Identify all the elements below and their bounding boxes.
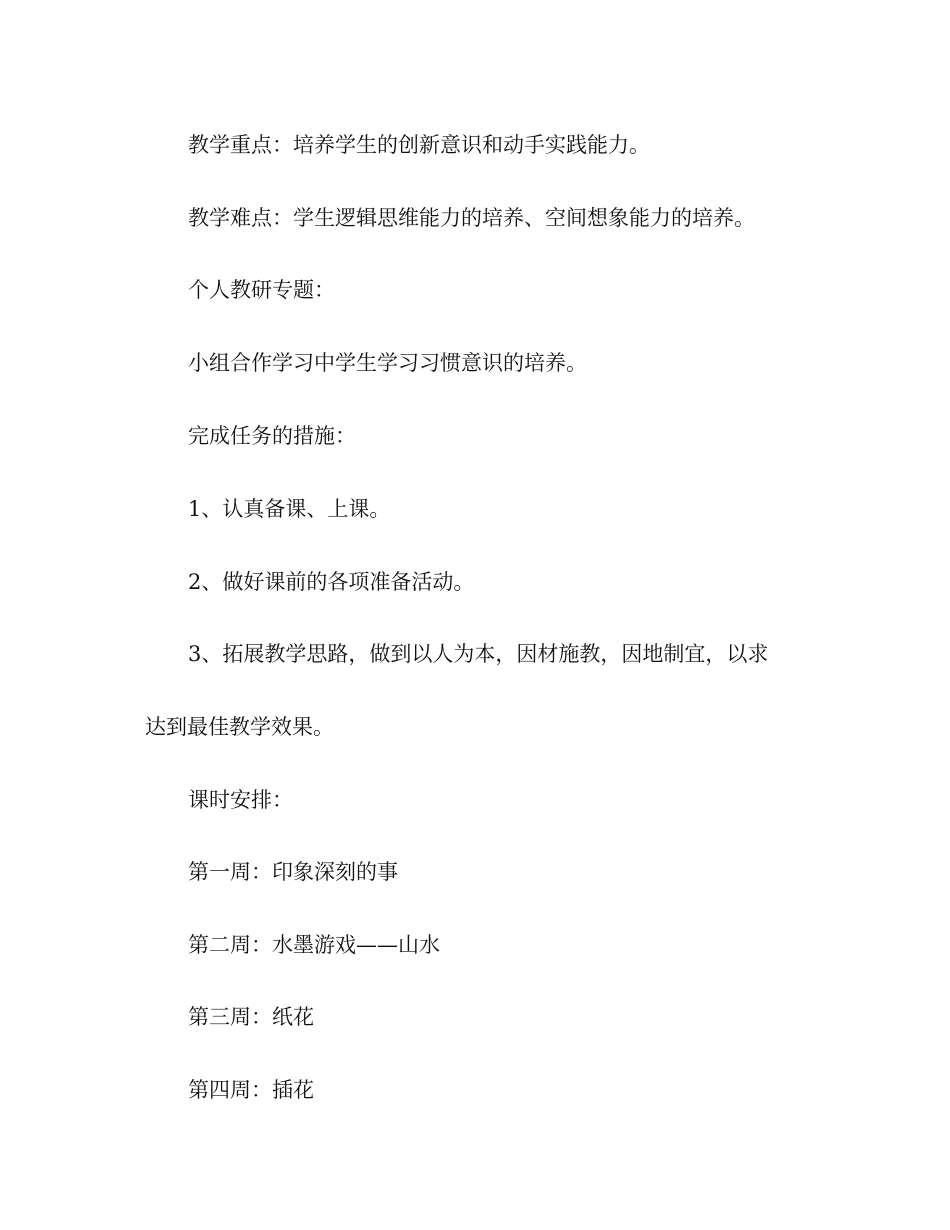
paragraph-measure-3-continued: 达到最佳教学效果。 <box>145 715 334 739</box>
paragraph-schedule-heading: 课时安排： <box>188 788 293 812</box>
paragraph-teaching-difficulty: 教学难点：学生逻辑思维能力的培养、空间想象能力的培养。 <box>188 206 755 230</box>
paragraph-measures-heading: 完成任务的措施： <box>188 424 356 448</box>
paragraph-teaching-focus: 教学重点：培养学生的创新意识和动手实践能力。 <box>188 133 650 157</box>
paragraph-measure-2: 2、做好课前的各项准备活动。 <box>188 570 475 594</box>
paragraph-week-4: 第四周：插花 <box>188 1078 314 1102</box>
paragraph-week-1: 第一周：印象深刻的事 <box>188 860 398 884</box>
paragraph-week-3: 第三周：纸花 <box>188 1005 314 1029</box>
paragraph-research-topic-heading: 个人教研专题： <box>188 278 335 302</box>
paragraph-measure-1: 1、认真备课、上课。 <box>188 497 391 521</box>
paragraph-research-topic: 小组合作学习中学生学习习惯意识的培养。 <box>188 351 587 375</box>
paragraph-week-2: 第二周：水墨游戏——山水 <box>188 933 440 957</box>
paragraph-measure-3: 3、拓展教学思路，做到以人为本，因材施教，因地制宜，以求 <box>188 642 769 666</box>
